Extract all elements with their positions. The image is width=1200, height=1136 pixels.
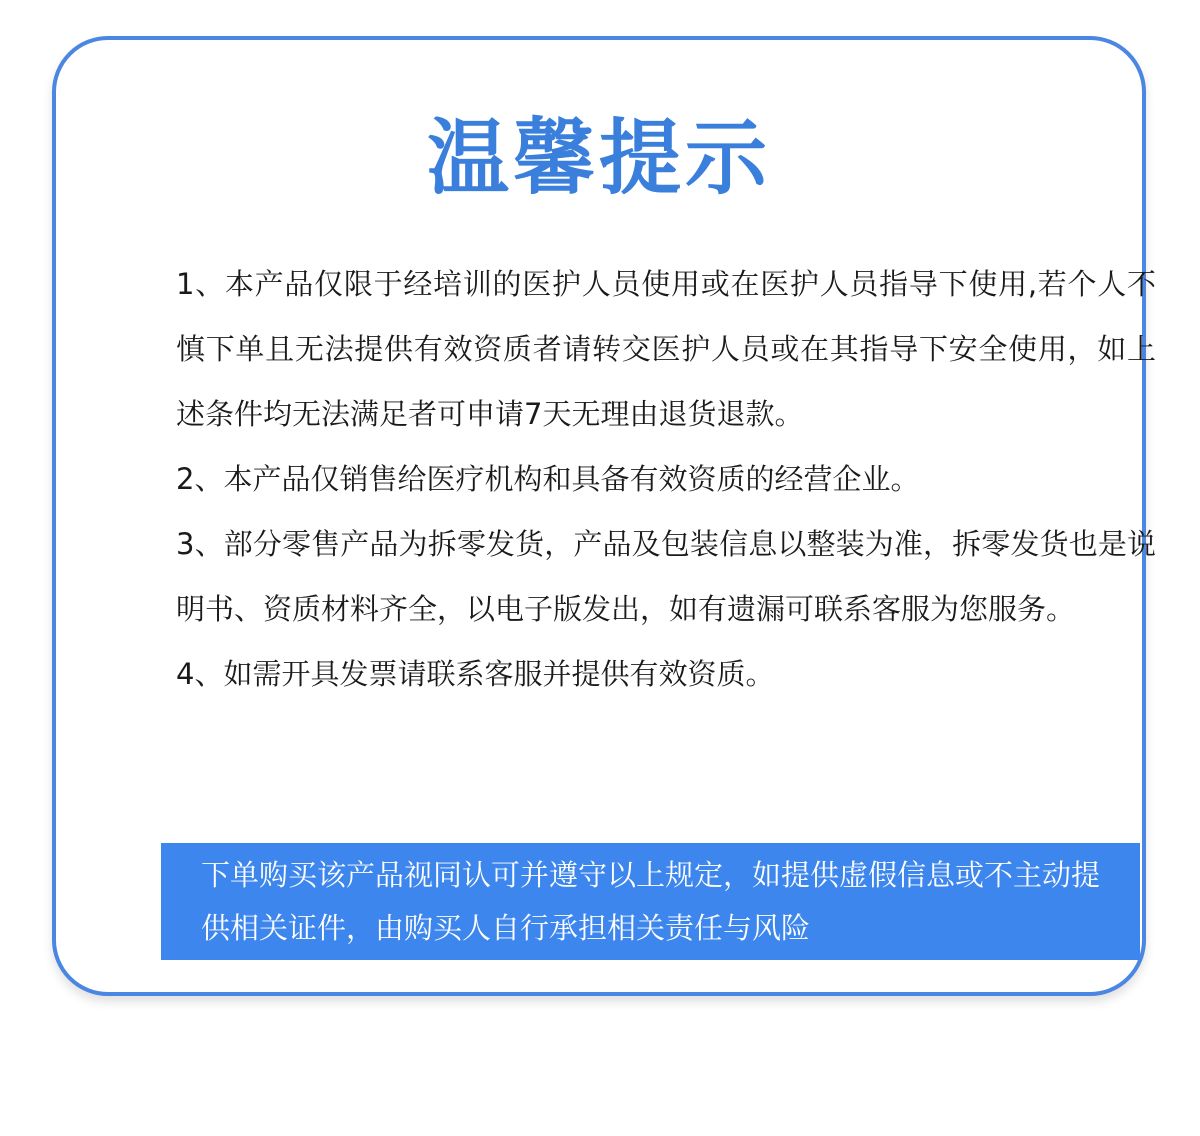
notice-item-1: 1、本产品仅限于经培训的医护人员使用或在医护人员指导下使用,若个人不慎下单且无法提供有效资质者请转交医护人员或在其指导下安全使用，如上述条件均无法满足者可申请7天无理由退货退款。 <box>176 267 1156 431</box>
notice-item-3: 3、部分零售产品为拆零发货，产品及包装信息以整装为准，拆零发货也是说明书、资质材料齐全，以电子版发出，如有遗漏可联系客服为您服务。 <box>176 527 1156 626</box>
notice-list <box>176 252 1156 707</box>
notice-item-2: 2、本产品仅销售给医疗机构和具备有效资质的经营企业。 <box>176 462 920 496</box>
warning-text: 下单购买该产品视同认可并遵守以上规定，如提供虚假信息或不主动提供相关证件，由购买人自行承担相关责任与风险 <box>201 858 1101 945</box>
notice-title: 温馨提示 <box>426 111 771 206</box>
notice-item-4: 4、如需开具发票请联系客服并提供有效资质。 <box>176 657 775 691</box>
warning-banner <box>161 843 1140 960</box>
notice-card <box>52 36 1156 996</box>
